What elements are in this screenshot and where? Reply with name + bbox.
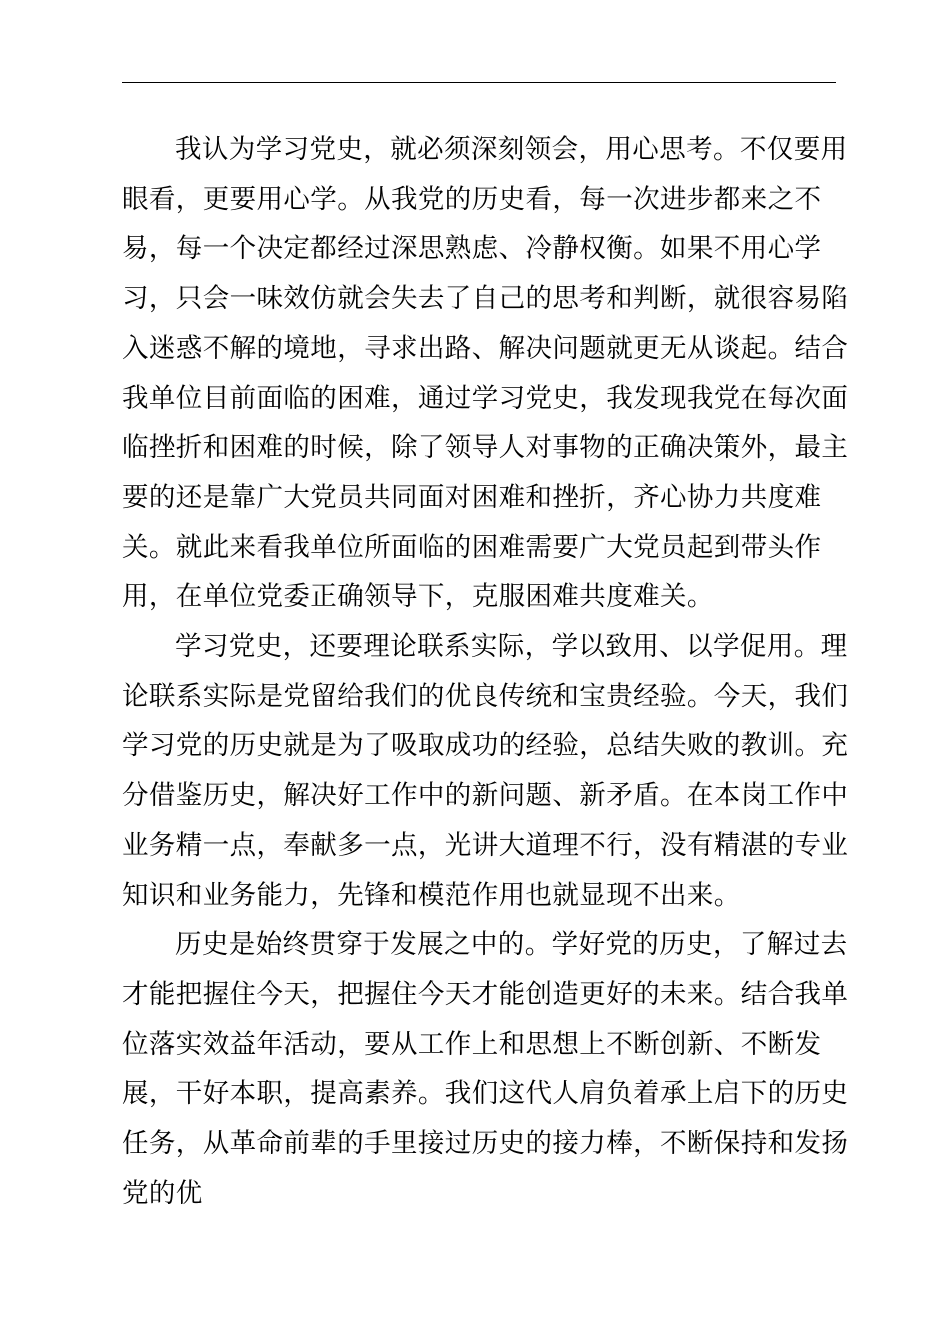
paragraph-1: 我认为学习党史，就必须深刻领会，用心思考。不仅要用眼看，更要用心学。从我党的历史看，每一次进步都来之不易，每一个决定都经过深思熟虑、冷静权衡。如果不用心学习，只会一味效仿就会失去了自己的思考和判断，就很容易陷入迷惑不解的境地，寻求出路、解决问题就更无从谈起。结合我单位目前面临的困难，通过学习党史，我发现我党在每次面临挫折和困难的时候，除了领导人对事物的正确决策外，最主要的还是靠广大党员共同面对困难和挫折，齐心协力共度难关。就此来看我单位所面临的困难需要广大党员起到带头作用，在单位党委正确领导下，克服困难共度难关。 (122, 134, 849, 613)
paragraph-2: 学习党史，还要理论联系实际，学以致用、以学促用。理论联系实际是党留给我们的优良传统和宝贵经验。今天，我们学习党的历史就是为了吸取成功的经验，总结失败的教训。充分借鉴历史，解决好工作中的新问题、新矛盾。在本岗工作中业务精一点，奉献多一点，光讲大道理不行，没有精湛的专业知识和业务能力，先锋和模范作用也就显现不出来。 (122, 631, 849, 911)
header-rule (122, 82, 836, 83)
paragraph-3: 历史是始终贯穿于发展之中的。学好党的历史，了解过去才能把握住今天，把握住今天才能创造更好的未来。结合我单位落实效益年活动，要从工作上和思想上不断创新、不断发展，干好本职，提高素养。我们这代人肩负着承上启下的历史任务，从革命前辈的手里接过历史的接力棒，不断保持和发扬党的优 (122, 929, 849, 1209)
document-body (122, 125, 862, 1218)
